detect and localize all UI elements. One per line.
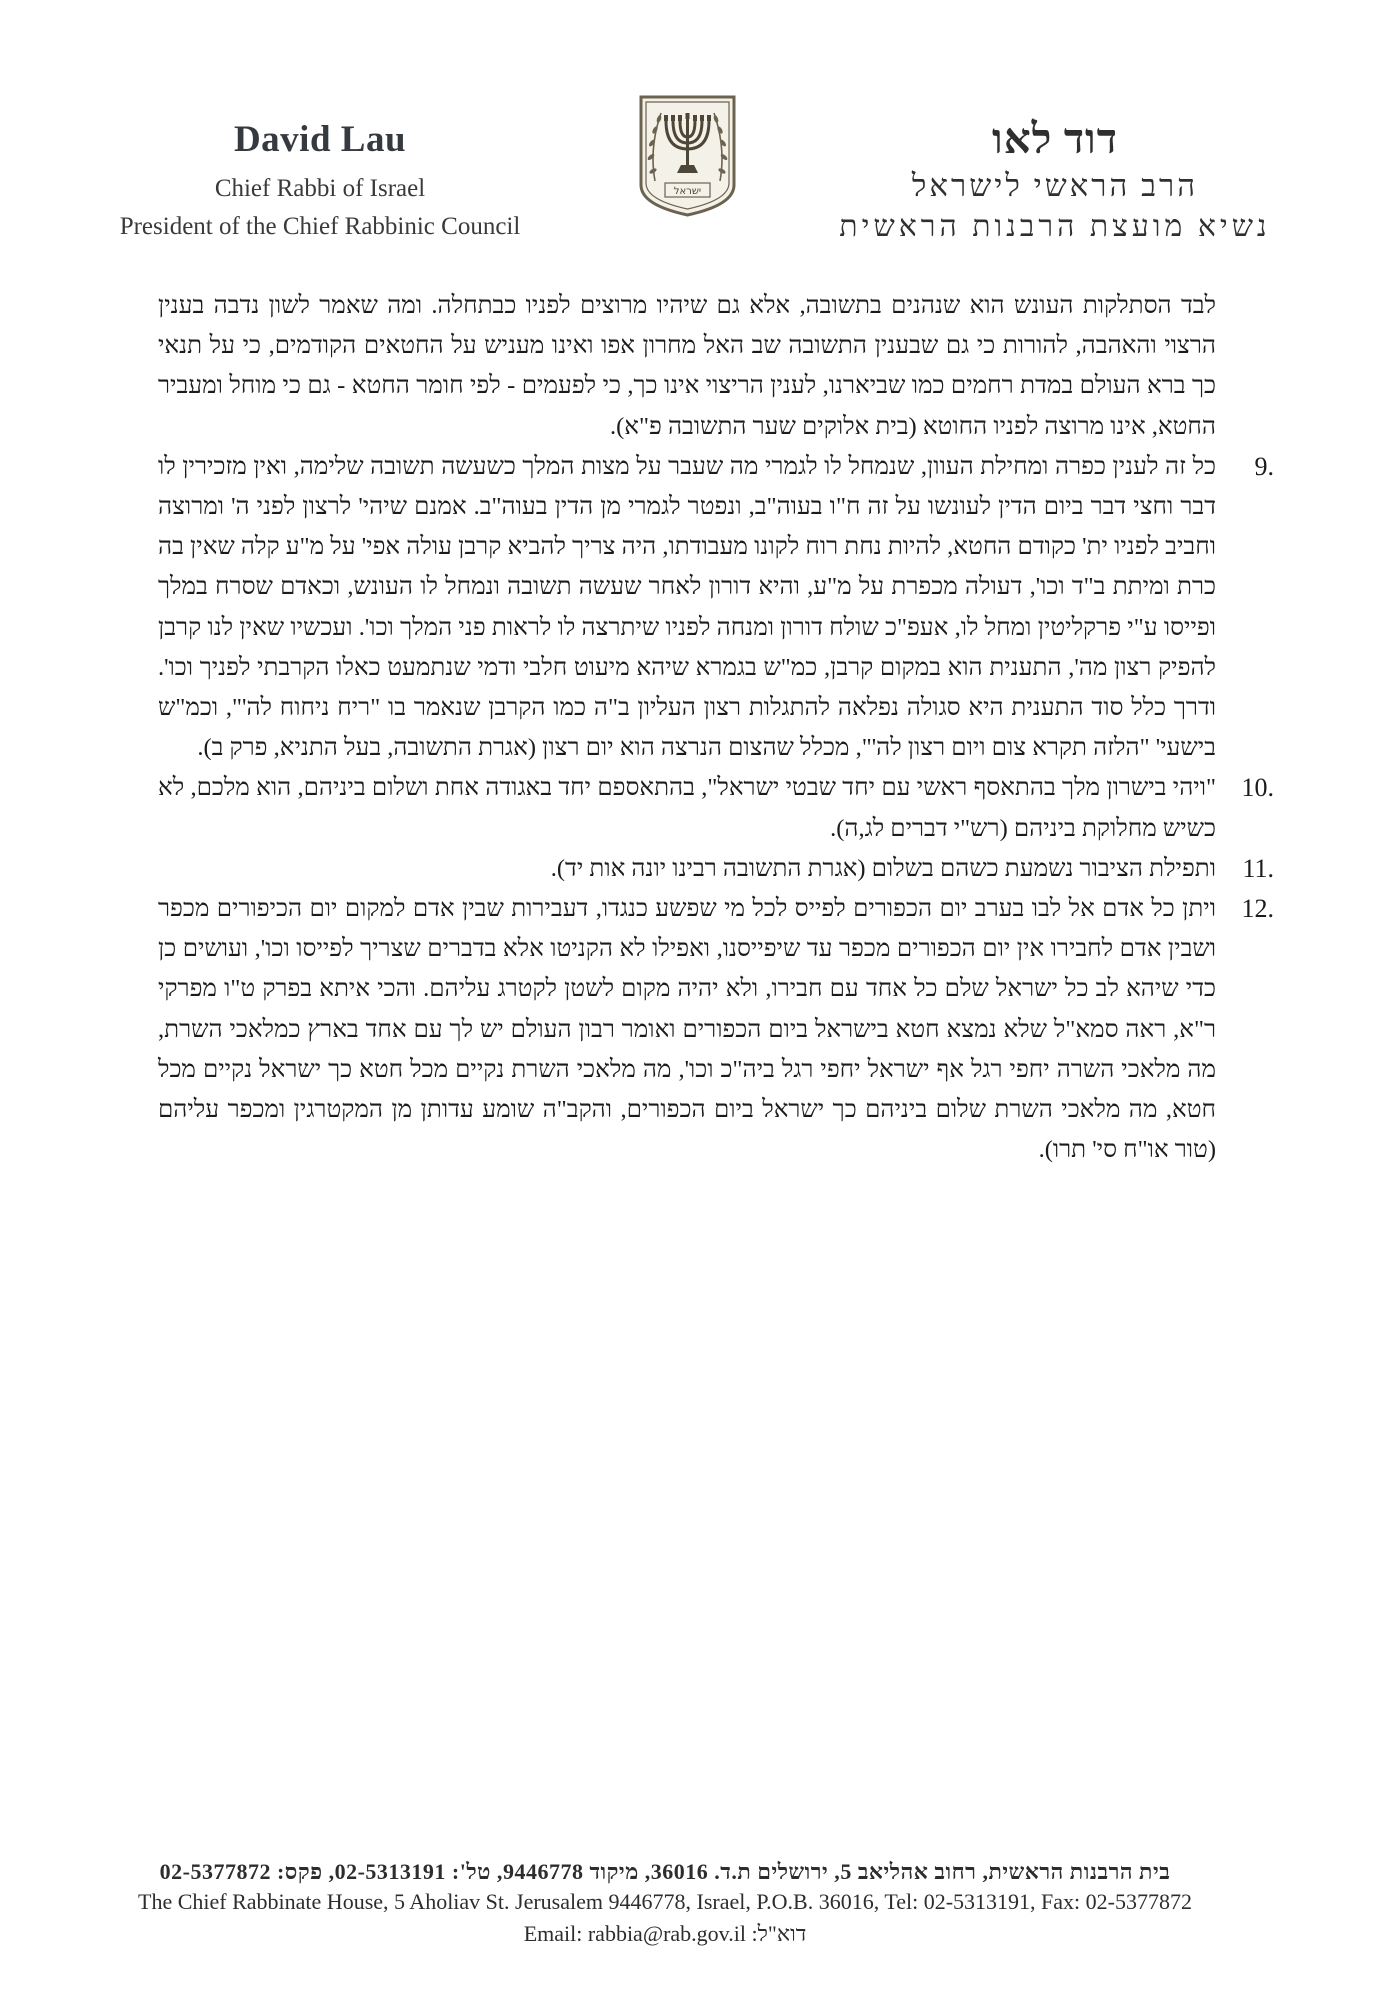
hebrew-title: הרב הראשי לישראל (911, 168, 1199, 203)
email-address[interactable]: Email: rabbia@rab.gov.il (523, 1921, 746, 1946)
list-item (158, 447, 1274, 769)
letter-footer (70, 1859, 1260, 1947)
item-number: 12. (1241, 894, 1274, 924)
letter-body (158, 286, 1274, 1170)
english-name: David Lau (233, 119, 407, 160)
continuation-paragraph: לבד הסתלקות העונש הוא שנהנים בתשובה, אלא גם שיהיו מרוצים לפניו כבתחלה. ומה שאמר לשון נדבה בענין הרצוי והאהבה, להורות כי גם שבענין התשובה שב האל מחרון אפו ואינו מעניש על החטאים הקודמים, כי על תנאי כך ברא העולם במדת רחמים כמו שביארנו, לענין הריצוי אינו כך, כי לפעמים - לפי חומר החטא - גם כי מוחל ומעביר החטא, אינו מרוצה לפניו החוטא (בית אלוקים שער התשובה פ"א). (158, 292, 1216, 440)
hebrew-name: דוד לאו (991, 117, 1118, 163)
footer-hebrew-address: בית הרבנות הראשית, רחוב אהליאב 5, ירושלים ת.ד. 36016, מיקוד 9446778, טל': 02-5313191, פקס: 02-5377872 (159, 1859, 1171, 1884)
item-number: 9. (1254, 451, 1274, 481)
state-emblem-icon (637, 93, 738, 219)
letterhead-hebrew (820, 116, 1290, 244)
item-number: 10. (1241, 773, 1274, 803)
item-text: ותפילת הציבור נשמעת כשהם בשלום (אגרת התשובה רבינו יונה אות יד). (550, 854, 1216, 882)
emblem-text: ישראל (673, 186, 702, 197)
english-role: President of the Chief Rabbinic Council (119, 213, 521, 240)
item-number: 11. (1242, 853, 1274, 883)
list-item (158, 849, 1274, 889)
item-text: ויתן כל אדם אל לבו בערב יום הכפורים לפייס לכל מי שפשע כנגדו, דעבירות שבין אדם למקום יום הכיפורים מכפר ושבין אדם לחבירו אין יום הכפורים מכפר עד שיפייסנו, ואפילו לא הקניטו אלא בדברים שצריך לפייסו וכו', ועושים כן כדי שיהא לב כל ישראל שלם כל אחד עם חבירו, ולא יהיה מקום לשטן לקטרג עליהם. והכי איתא בפרק ט"ו מפרקי ר"א, ראה סמא"ל שלא נמצא חטא בישראל ביום הכפורים ואומר רבון העולם יש לך עם אחד בארץ כמלאכי השרת, מה מלאכי השרה יחפי רגל אף ישראל יחפי רגל ביה"כ וכו', מה מלאכי השרת נקיים מכל חטא כך ישראל נקיים מכל חטא, מה מלאכי השרת שלום ביניהם כך ישראל ביום הכפורים, והקב"ה שומע עדותן מן המקטרגין ומכפר עליהם (טור או"ח סי' תרו). (158, 895, 1216, 1164)
list-item (158, 768, 1274, 848)
english-title: Chief Rabbi of Israel (214, 175, 426, 202)
footer-english-address: The Chief Rabbinate House, 5 Aholiav St. Jerusalem 9446778, Israel, P.O.B. 36016, Tel: 02-5313191, Fax: 02-5377872 (138, 1889, 1192, 1914)
hebrew-role: נשיא מועצת הרבנות הראשית (839, 210, 1271, 243)
item-text: כל זה לענין כפרה ומחילת העוון, שנמחל לו לגמרי מה שעבר על מצות המלך כשעשה תשובה שלימה, ואין מזכירין לו דבר וחצי דבר ביום הדין לעונשו על זה ח"ו בעוה"ב, ונפטר לגמרי מן הדין בעוה"ב. אמנם שיהי' לרצון לפני ה' ומרוצה וחביב לפניו ית' כקודם החטא, להיות נחת רוח לקונו מעבודתו, היה צריך להביא קרבן עולה אפי' על מ"ע קלה שאין בה כרת ומיתת ב"ד וכו', דעולה מכפרת על מ"ע, והיא דורון לאחר שעשה תשובה ונמחל לו העונש, וכאדם שסרח במלך ופייסו ע"י פרקליטין ומחל לו, אעפ"כ שולח דורון ומנחה לפניו שיתרצה לו לראות פני המלך וכו'. ועכשיו שאין לנו קרבן להפיק רצון מה', התענית הוא במקום קרבן, כמ"ש בגמרא שיהא מיעוט חלבי ודמי שנתמעט כאלו הקרבתי לפניך וכו'. ודרך כלל סוד התענית היא סגולה נפלאה להתגלות רצון העליון ב"ה כמו הקרבן שנאמר בו "ריח ניחוח לה'", וכמ"ש בישעי' "הלזה תקרא צום ויום רצון לה'", מכלל שהצום הנרצה הוא יום רצון (אגרת התשובה, בעל התניא, פרק ב). (158, 452, 1216, 762)
list-item (158, 889, 1274, 1170)
footer-email (70, 1921, 1260, 1947)
email-label: דוא"ל: (751, 1921, 807, 1946)
letterhead-english (70, 118, 570, 241)
item-text: "ויהי בישרון מלך בהתאסף ראשי עם יחד שבטי ישראל", בהתאספם יחד באגודה אחת ושלום ביניהם, הוא מלכם, לא כשיש מחלוקת ביניהם (רש"י דברים לג,ה). (158, 774, 1216, 842)
